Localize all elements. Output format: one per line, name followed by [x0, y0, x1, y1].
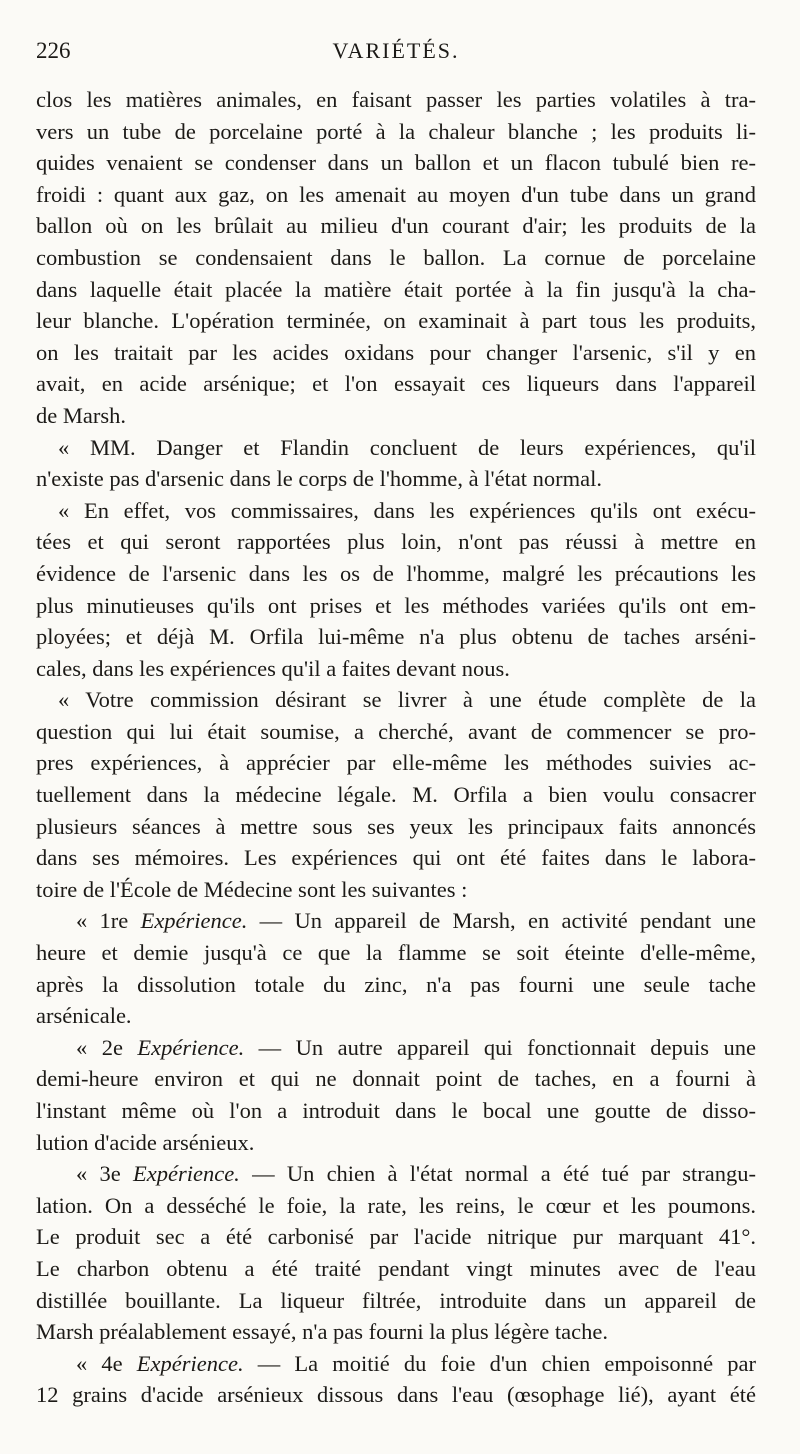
text-line: arsénicale. [36, 1003, 132, 1029]
text-line: froidi : quant aux gaz, on les amenait au moyen d'un tube dans un grand [36, 181, 756, 207]
text-line: toire de l'École de Médecine sont les suivantes : [36, 876, 468, 902]
text-line: n'existe pas d'arsenic dans le corps de l'homme, à l'état normal. [36, 466, 603, 492]
text-line: dans laquelle était placée la matière était portée à la fin jusqu'à la cha- [36, 276, 756, 302]
text-line: dans ses mémoires. Les expériences qui ont été faites dans le labora- [36, 845, 756, 871]
text-line: tées et qui seront rapportées plus loin, n'ont pas réussi à mettre en [36, 529, 756, 555]
text-line: quides venaient se condenser dans un ballon et un flacon tubulé bien re- [36, 150, 756, 176]
text-line: avait, en acide arsénique; et l'on essayait ces liqueurs dans l'appareil [36, 371, 756, 397]
text-line: vers un tube de porcelaine porté à la chaleur blanche ; les produits li- [36, 118, 756, 144]
text-line: tuellement dans la médecine légale. M. Orfila a bien voulu consacrer [36, 782, 756, 808]
text-line: « MM. Danger et Flandin concluent de leurs expériences, qu'il [58, 434, 756, 460]
text-line: clos les matières animales, en faisant passer les parties volatiles à tra- [36, 87, 756, 112]
text-line: l'instant même où l'on a introduit dans le bocal une goutte de disso- [36, 1098, 756, 1123]
text-line: distillée bouillante. La liqueur filtrée, introduite dans un appareil de [36, 1287, 756, 1313]
text-line: « 3e Expérience. — Un chien à l'état normal a été tué par strangu- [76, 1161, 756, 1187]
text-line: ployées; et déjà M. Orfila lui-même n'a plus obtenu de taches arséni- [36, 624, 756, 650]
body-text [36, 84, 756, 1411]
text-line: Le charbon obtenu a été traité pendant vingt minutes avec de l'eau [36, 1255, 756, 1281]
page-header [36, 38, 756, 72]
text-line: plusieurs séances à mettre sous ses yeux les principaux faits annoncés [36, 813, 756, 839]
running-head: VARIÉTÉS. [332, 38, 460, 63]
text-line: « Votre commission désirant se livrer à une étude complète de la [58, 687, 756, 713]
text-line: après la dissolution totale du zinc, n'a pas fourni une seule tache [36, 971, 756, 997]
text-line: lution d'acide arsénieux. [36, 1129, 255, 1155]
text-line: plus minutieuses qu'ils ont prises et les méthodes variées qu'ils ont em- [36, 592, 756, 618]
text-line: pres expériences, à apprécier par elle-même les méthodes suivies ac- [36, 750, 756, 776]
text-line: demi-heure environ et qui ne donnait point de taches, en a fourni à [36, 1066, 756, 1092]
text-line: combustion se condensaient dans le ballon. La cornue de porcelaine [36, 244, 756, 270]
text-line: de Marsh. [36, 402, 126, 428]
text-line: question qui lui était soumise, a cherché, avant de commencer se pro- [36, 718, 756, 744]
text-line: lation. On a desséché le foie, la rate, les reins, le cœur et les poumons. [36, 1192, 756, 1218]
text-line: cales, dans les expériences qu'il a faites devant nous. [36, 655, 510, 681]
text-line: heure et demie jusqu'à ce que la flamme se soit éteinte d'elle-même, [36, 940, 756, 966]
text-line: leur blanche. L'opération terminée, on examinait à part tous les produits, [36, 308, 756, 334]
text-line: évidence de l'arsenic dans les os de l'homme, malgré les précautions les [36, 560, 756, 586]
text-line: Marsh préalablement essayé, n'a pas fourni la plus légère tache. [36, 1319, 608, 1345]
text-line: ballon où on les brûlait au milieu d'un courant d'air; les produits de la [36, 213, 756, 239]
text-line: 12 grains d'acide arsénieux dissous dans l'eau (œsophage lié), ayant été [36, 1382, 756, 1408]
text-line: « 1re Expérience. — Un appareil de Marsh, en activité pendant une [76, 908, 756, 934]
text-line: on les traitait par les acides oxidans pour changer l'arsenic, s'il y en [36, 339, 756, 365]
text-line: « En effet, vos commissaires, dans les expériences qu'ils ont exécu- [58, 497, 756, 523]
text-line: « 2e Expérience. — Un autre appareil qui fonctionnait depuis une [76, 1034, 756, 1060]
text-line: « 4e Expérience. — La moitié du foie d'un chien empoisonné par [76, 1350, 756, 1376]
page-number: 226 [36, 38, 71, 63]
text-line: Le produit sec a été carbonisé par l'acide nitrique pur marquant 41°. [36, 1224, 756, 1250]
